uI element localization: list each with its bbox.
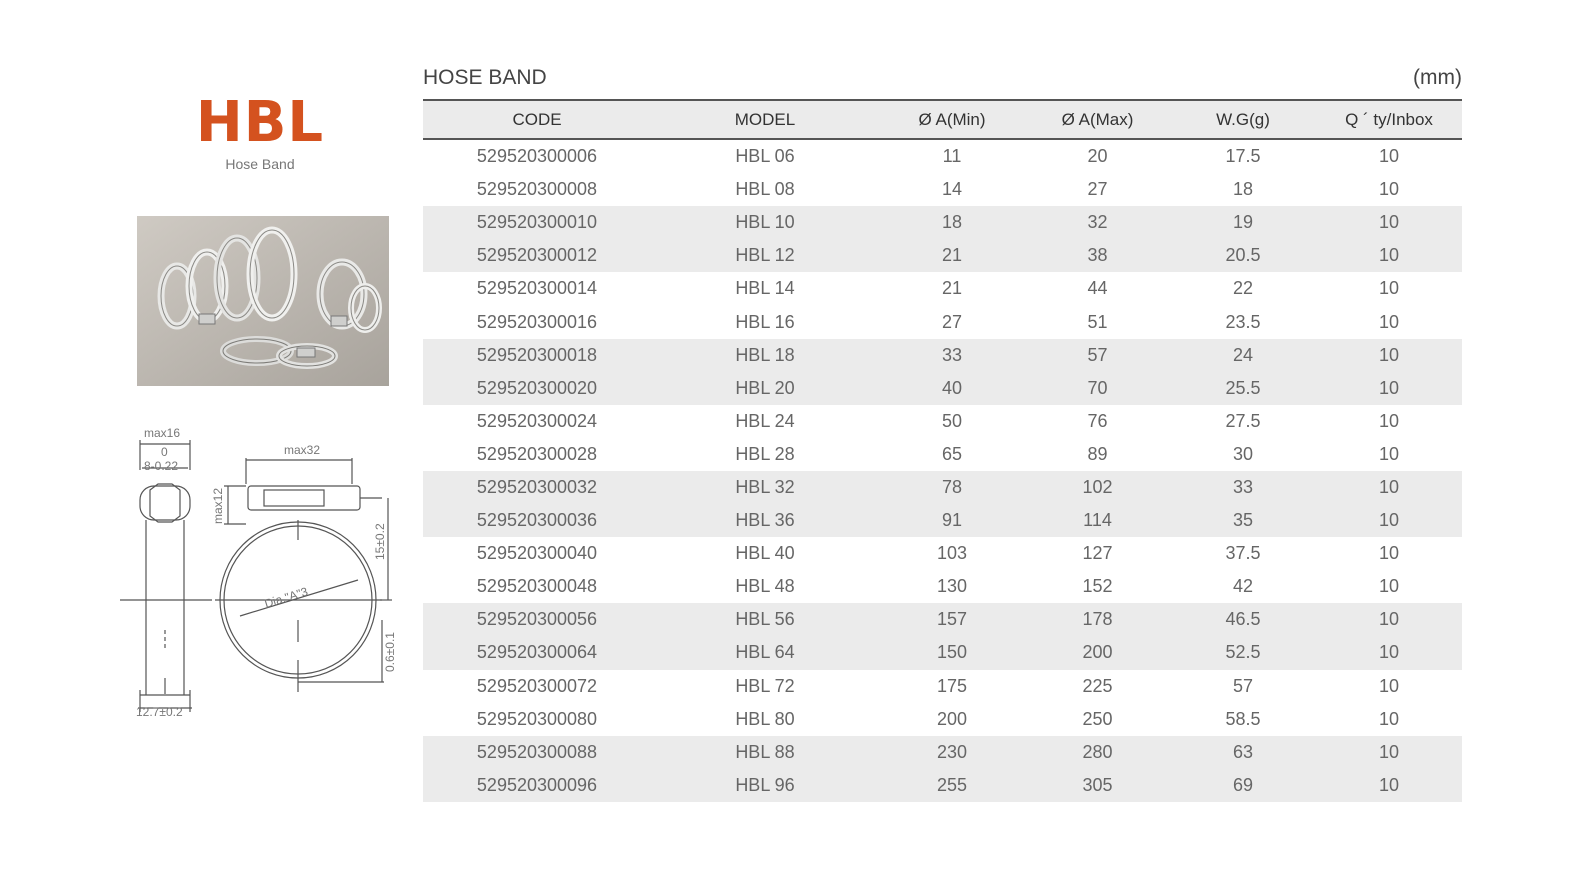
cell-code: 529520300006 [476,146,598,167]
cell-weight: 22 [1232,278,1254,299]
cell-weight: 33 [1170,471,1316,504]
dim-tolerance-main: 8-0.22 [144,459,179,473]
table-row [423,372,1462,405]
product-photo [137,216,389,386]
cell-code: 529520300064 [423,636,651,669]
cell-weight: 63 [1170,736,1316,769]
cell-model: HBL 08 [735,179,795,200]
table-row [423,471,1462,504]
cell-model: HBL 88 [651,736,879,769]
cell-weight: 57 [1232,675,1254,696]
cell-qty-inbox: 10 [1316,504,1462,537]
cell-qty-inbox: 10 [1316,603,1462,636]
table-row [423,537,1462,570]
cell-min-diameter: 50 [941,410,963,431]
cell-weight: 19 [1170,206,1316,239]
cell-code: 529520300048 [476,576,598,597]
cell-max-diameter: 225 [1082,675,1113,696]
cell-min-diameter: 33 [879,339,1025,372]
cell-qty-inbox: 10 [1316,636,1462,669]
cell-max-diameter: 250 [1082,708,1113,729]
table-row [423,405,1462,438]
cell-model: HBL 06 [735,146,795,167]
cell-code: 529520300014 [476,278,598,299]
table-title: HOSE BAND [423,66,547,89]
cell-min-diameter: 230 [879,736,1025,769]
cell-min-diameter: 78 [879,471,1025,504]
cell-code: 529520300018 [423,339,651,372]
cell-max-diameter: 102 [1025,471,1170,504]
cell-weight: 58.5 [1225,708,1261,729]
cell-weight: 17.5 [1225,146,1261,167]
cell-weight: 18 [1232,179,1254,200]
cell-max-diameter: 51 [1087,311,1108,332]
cell-weight: 24 [1170,339,1316,372]
cell-model: HBL 96 [651,769,879,802]
cell-weight: 69 [1170,769,1316,802]
cell-code: 529520300096 [423,769,651,802]
cell-weight: 35 [1170,504,1316,537]
product-code-title: HBL [195,90,325,155]
cell-qty-inbox: 10 [1378,543,1400,564]
cell-qty-inbox: 10 [1378,311,1400,332]
table-row [423,603,1462,636]
cell-max-diameter: 178 [1025,603,1170,636]
cell-code: 529520300072 [476,675,598,696]
cell-qty-inbox: 10 [1316,339,1462,372]
table-header-row [423,100,1462,139]
cell-min-diameter: 18 [879,206,1025,239]
cell-min-diameter: 40 [879,372,1025,405]
cell-min-diameter: 157 [879,603,1025,636]
cell-code: 529520300028 [476,443,598,464]
cell-model: HBL 72 [735,675,795,696]
cell-model: HBL 14 [735,278,795,299]
cell-code: 529520300088 [423,736,651,769]
cell-min-diameter: 175 [936,675,968,696]
table-row [423,272,1462,305]
dim-thickness: 0.6±0.1 [383,632,397,672]
cell-model: HBL 20 [651,372,879,405]
cell-code: 529520300056 [423,603,651,636]
cell-qty-inbox: 10 [1316,769,1462,802]
cell-weight: 52.5 [1170,636,1316,669]
table-row [423,239,1462,272]
spec-table [423,99,1462,802]
column-header-qty-inbox: Q ´ ty/Inbox [1316,100,1462,139]
cell-weight: 20.5 [1170,239,1316,272]
cell-min-diameter: 255 [879,769,1025,802]
cell-min-diameter: 150 [879,636,1025,669]
cell-qty-inbox: 10 [1378,443,1400,464]
cell-weight: 27.5 [1225,410,1261,431]
cell-max-diameter: 27 [1087,179,1108,200]
cell-max-diameter: 152 [1082,576,1113,597]
technical-drawing [100,420,410,730]
cell-min-diameter: 130 [936,576,968,597]
cell-qty-inbox: 10 [1378,410,1400,431]
cell-model: HBL 32 [651,471,879,504]
table-row [423,339,1462,372]
cell-qty-inbox: 10 [1316,239,1462,272]
cell-min-diameter: 27 [941,311,963,332]
column-header-min-diameter: Ø A(Min) [879,100,1025,139]
cell-min-diameter: 21 [941,278,963,299]
table-row [423,206,1462,239]
cell-max-diameter: 200 [1025,636,1170,669]
cell-weight: 23.5 [1225,311,1261,332]
dim-tolerance-top: 0 [161,445,168,459]
cell-max-diameter: 57 [1025,339,1170,372]
cell-weight: 30 [1232,443,1254,464]
cell-model: HBL 12 [651,239,879,272]
cell-model: HBL 16 [735,311,795,332]
cell-model: HBL 64 [651,636,879,669]
cell-min-diameter: 103 [936,543,968,564]
cell-qty-inbox: 10 [1378,708,1400,729]
column-header-code: CODE [423,100,651,139]
table-row [423,703,1462,736]
cell-min-diameter: 91 [879,504,1025,537]
cell-code: 529520300012 [423,239,651,272]
cell-min-diameter: 11 [942,146,962,167]
cell-qty-inbox: 10 [1316,736,1462,769]
cell-max-diameter: 76 [1087,410,1108,431]
table-row [423,305,1462,338]
cell-qty-inbox: 10 [1378,278,1400,299]
cell-max-diameter: 32 [1025,206,1170,239]
cell-min-diameter: 200 [936,708,968,729]
cell-weight: 42 [1232,576,1254,597]
table-row [423,769,1462,802]
dim-housing-length: max32 [284,443,321,457]
table-row [423,504,1462,537]
cell-code: 529520300008 [476,179,598,200]
dim-housing-height: max12 [211,487,225,524]
cell-weight: 37.5 [1225,543,1261,564]
cell-min-diameter: 21 [879,239,1025,272]
cell-weight: 46.5 [1170,603,1316,636]
cell-qty-inbox: 10 [1378,675,1400,696]
table-row [423,438,1462,471]
dim-offset: 15±0.2 [373,523,387,560]
table-row [423,173,1462,206]
cell-code: 529520300036 [423,504,651,537]
cell-model: HBL 40 [735,543,795,564]
cell-model: HBL 10 [651,206,879,239]
cell-qty-inbox: 10 [1316,206,1462,239]
dim-band-width: 12.7±0.2 [136,705,183,719]
cell-model: HBL 36 [651,504,879,537]
cell-model: HBL 24 [735,410,795,431]
cell-max-diameter: 114 [1025,504,1170,537]
product-subtitle: Hose Band [225,156,295,172]
cell-model: HBL 56 [651,603,879,636]
table-body [423,139,1462,802]
cell-max-diameter: 38 [1025,239,1170,272]
cell-code: 529520300024 [476,410,598,431]
cell-code: 529520300040 [476,543,598,564]
brand-block [140,92,380,172]
cell-model: HBL 80 [735,708,795,729]
cell-max-diameter: 70 [1025,372,1170,405]
cell-qty-inbox: 10 [1316,471,1462,504]
table-row [423,636,1462,669]
table-row [423,736,1462,769]
cell-qty-inbox: 10 [1378,576,1400,597]
cell-code: 529520300016 [476,311,598,332]
cell-max-diameter: 89 [1087,443,1108,464]
column-header-max-diameter: Ø A(Max) [1025,100,1170,139]
cell-weight: 25.5 [1170,372,1316,405]
cell-code: 529520300032 [423,471,651,504]
cell-model: HBL 18 [651,339,879,372]
dim-diameter: Dia."A"3 [262,584,310,611]
cell-qty-inbox: 10 [1316,372,1462,405]
table-row [423,670,1462,703]
table-row [423,139,1462,173]
cell-min-diameter: 14 [941,179,963,200]
cell-qty-inbox: 10 [1378,179,1400,200]
cell-max-diameter: 280 [1025,736,1170,769]
cell-model: HBL 48 [735,576,795,597]
table-row [423,570,1462,603]
cell-max-diameter: 305 [1025,769,1170,802]
cell-code: 529520300080 [476,708,598,729]
cell-max-diameter: 44 [1087,278,1108,299]
column-header-model: MODEL [651,100,879,139]
cell-max-diameter: 127 [1082,543,1113,564]
table-unit: (mm) [1413,66,1462,89]
cell-model: HBL 28 [735,443,795,464]
cell-min-diameter: 65 [941,443,963,464]
dim-width-max: max16 [144,426,181,440]
cell-qty-inbox: 10 [1378,146,1400,167]
cell-code: 529520300010 [423,206,651,239]
cell-code: 529520300020 [423,372,651,405]
column-header-weight: W.G(g) [1170,100,1316,139]
cell-max-diameter: 20 [1087,146,1108,167]
